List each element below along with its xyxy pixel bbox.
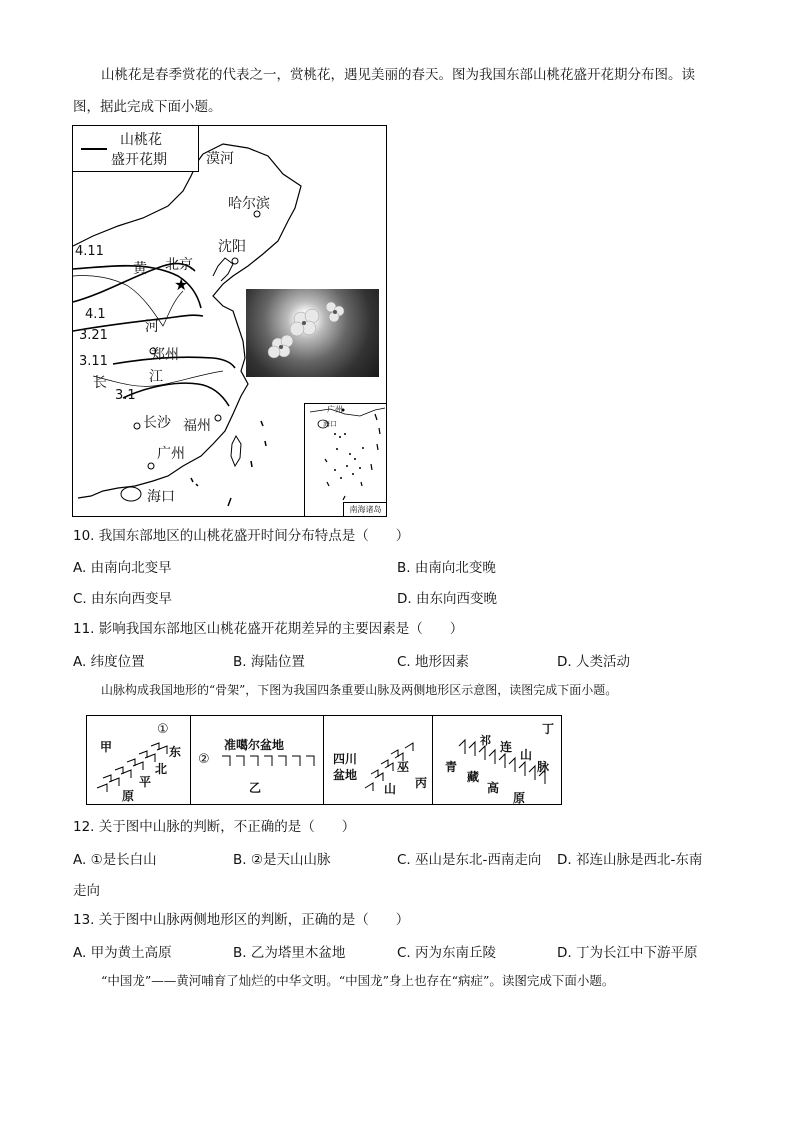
peach-blossom-photo	[246, 289, 379, 377]
isoline-3-1	[123, 383, 229, 406]
q11-option-a[interactable]: A. 纬度位置	[73, 654, 145, 670]
q10-option-d[interactable]: D. 由东向西变晚	[397, 591, 497, 607]
river-label-huang: 黄	[133, 261, 147, 277]
city-label-haikou: 海口	[147, 489, 175, 505]
shenyang-marker	[232, 258, 238, 264]
river-label-he: 河	[145, 319, 159, 335]
fuzhou-marker	[215, 415, 221, 421]
label-zang: 藏	[467, 770, 480, 784]
peach-blossom-map	[72, 125, 387, 517]
legend-line-symbol	[81, 148, 107, 150]
intro-paragraph-line1: 山桃花是春季赏花的代表之一，赏桃花，遇见美丽的春天。图为我国东部山桃花盛开花期分布图。读	[101, 67, 695, 83]
q11-option-b[interactable]: B. 海陆位置	[233, 654, 305, 670]
city-label-mohe: 漠河	[206, 151, 234, 167]
map-legend	[73, 126, 199, 172]
q11-option-c[interactable]: C. 地形因素	[397, 654, 470, 670]
q13-option-d[interactable]: D. 丁为长江中下游平原	[557, 945, 698, 961]
label-qing: 青	[445, 760, 458, 774]
q12-option-a[interactable]: A. ①是长白山	[73, 852, 157, 868]
label-bei: 北	[155, 762, 168, 776]
q10-option-a[interactable]: A. 由南向北变早	[73, 560, 172, 576]
label-ping: 平	[139, 775, 152, 789]
city-label-shenyang: 沈阳	[218, 239, 246, 255]
city-label-zhengzhou: 郑州	[151, 347, 179, 363]
label-bing: 丙	[415, 776, 428, 790]
q10-option-b[interactable]: B. 由南向北变晚	[397, 560, 496, 576]
city-label-guangzhou: 广州	[157, 446, 185, 462]
legend-label-1: 山桃花	[120, 132, 162, 148]
label-gao: 高	[487, 781, 500, 795]
isoline-label-3-21: 3.21	[79, 328, 108, 343]
q12-stem: 12. 关于图中山脉的判断，不正确的是（ ）	[73, 819, 356, 835]
label-ding: 丁	[542, 722, 555, 736]
inset-label-guangzhou: 广州	[327, 405, 343, 414]
city-label-changsha: 长沙	[143, 415, 171, 431]
intro-paragraph-2: 山脉构成我国地形的“骨架”，下图为我国四条重要山脉及两侧地形区示意图，读图完成下面小题。	[101, 683, 618, 697]
label-shan-4: 山	[520, 748, 533, 762]
taiwan-island	[231, 436, 241, 466]
q12-option-d-continued: 走向	[73, 883, 100, 899]
guangzhou-marker	[148, 463, 154, 469]
hainan-island	[121, 487, 141, 501]
q12-option-b[interactable]: B. ②是天山山脉	[233, 852, 331, 868]
beijing-star: ★	[174, 275, 189, 294]
inset-label-haikou: 海口	[323, 420, 337, 428]
label-wu: 巫	[397, 760, 410, 774]
q11-stem: 11. 影响我国东部地区山桃花盛开花期差异的主要因素是（ ）	[73, 621, 464, 637]
q13-stem: 13. 关于图中山脉两侧地形区的判断，正确的是（ ）	[73, 912, 410, 928]
label-circle-1: ①	[157, 722, 169, 737]
city-label-beijing: 北京	[165, 257, 193, 273]
label-yuan-4: 原	[513, 791, 526, 805]
label-yi: 乙	[249, 781, 262, 795]
q12-option-c[interactable]: C. 巫山是东北-西南走向	[397, 852, 542, 868]
mountain-diagram	[86, 715, 562, 805]
isoline-label-3-11: 3.11	[79, 354, 108, 369]
q13-option-c[interactable]: C. 丙为东南丘陵	[397, 945, 497, 961]
label-lian: 连	[500, 740, 513, 754]
isoline-label-4-1: 4.1	[85, 307, 106, 322]
label-yuan: 原	[122, 789, 135, 803]
river-label-jiang: 江	[149, 369, 163, 385]
label-shan: 山	[384, 782, 397, 796]
q11-option-d[interactable]: D. 人类活动	[557, 654, 630, 670]
inset-title: 南海诸岛	[343, 502, 387, 516]
label-pendi: 盆地	[333, 768, 358, 782]
isoline-label-3-1: 3.1	[115, 388, 136, 403]
q13-option-a[interactable]: A. 甲为黄土高原	[73, 945, 172, 961]
label-circle-2: ②	[198, 752, 210, 767]
q12-option-d[interactable]: D. 祁连山脉是西北-东南	[557, 852, 703, 868]
bohai-coast	[213, 258, 233, 281]
q13-option-b[interactable]: B. 乙为塔里木盆地	[233, 945, 346, 961]
label-sichuan: 四川	[333, 752, 358, 766]
river-label-chang: 长	[93, 375, 107, 391]
label-junggar-basin: 准噶尔盆地	[224, 738, 285, 752]
south-china-sea-inset	[304, 403, 386, 516]
label-qi: 祁	[480, 734, 491, 747]
label-dong: 东	[169, 745, 182, 759]
q10-stem: 10. 我国东部地区的山桃花盛开时间分布特点是（ ）	[73, 528, 410, 544]
intro-paragraph-3: “中国龙”——黄河哺育了灿烂的中华文明。“中国龙”身上也存在“病症”。读图完成下面小题。	[101, 973, 615, 988]
legend-label-2: 盛开花期	[111, 152, 167, 168]
city-label-fuzhou: 福州	[183, 418, 211, 434]
city-label-harbin: 哈尔滨	[228, 196, 270, 212]
intro-paragraph-line2: 图，据此完成下面小题。	[73, 99, 222, 115]
isoline-label-4-11: 4.11	[75, 244, 104, 259]
label-jia: 甲	[100, 740, 113, 754]
q10-option-c[interactable]: C. 由东向西变早	[73, 591, 173, 607]
changsha-marker	[134, 423, 140, 429]
label-mai: 脉	[537, 760, 550, 774]
